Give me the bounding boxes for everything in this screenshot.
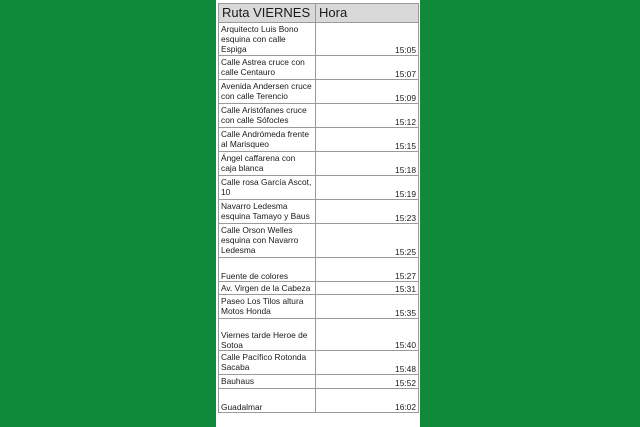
- stop-time: 15:15: [316, 128, 419, 152]
- table-row: [219, 295, 419, 319]
- stop-place: Arquitecto Luis Bono esquina con calle Espiga: [219, 23, 316, 56]
- table-row: [219, 56, 419, 80]
- stop-time: 15:23: [316, 200, 419, 224]
- stop-place: Calle Pacífico Rotonda Sacaba: [219, 351, 316, 375]
- table-row: [219, 128, 419, 152]
- stop-place: Bauhaus: [219, 375, 316, 389]
- stop-time: 15:25: [316, 224, 419, 258]
- stop-time: 15:52: [316, 375, 419, 389]
- stop-time: 16:02: [316, 389, 419, 413]
- stop-place: Calle Astrea cruce con calle Centauro: [219, 56, 316, 80]
- stop-time: 15:40: [316, 319, 419, 351]
- table-row: [219, 104, 419, 128]
- table-row: [219, 282, 419, 295]
- table-row: [219, 23, 419, 56]
- table-row: [219, 389, 419, 413]
- table-row: [219, 200, 419, 224]
- table-row: [219, 224, 419, 258]
- schedule-sheet: [216, 0, 420, 427]
- stop-time: 15:18: [316, 152, 419, 176]
- stop-place: Calle rosa García Ascot, 10: [219, 176, 316, 200]
- table-row: [219, 152, 419, 176]
- table-row: [219, 176, 419, 200]
- stop-time: 15:35: [316, 295, 419, 319]
- stop-time: 15:19: [316, 176, 419, 200]
- stop-place: Paseo Los Tilos altura Motos Honda: [219, 295, 316, 319]
- table-row: [219, 375, 419, 389]
- stop-time: 15:07: [316, 56, 419, 80]
- schedule-table: [218, 3, 419, 413]
- stop-place: Viernes tarde Heroe de Sotoa: [219, 319, 316, 351]
- stop-place: Calle Orson Welles esquina con Navarro Ledesma: [219, 224, 316, 258]
- table-row: [219, 80, 419, 104]
- stop-place: Av. Virgen de la Cabeza: [219, 282, 316, 295]
- stop-time: 15:48: [316, 351, 419, 375]
- stop-time: 15:27: [316, 258, 419, 282]
- stop-time: 15:09: [316, 80, 419, 104]
- stop-place: Navarro Ledesma esquina Tamayo y Baus: [219, 200, 316, 224]
- stop-place: Calle Aristófanes cruce con calle Sófocles: [219, 104, 316, 128]
- route-header: Ruta VIERNES: [219, 4, 316, 23]
- header-row: [219, 4, 419, 23]
- stop-time: 15:12: [316, 104, 419, 128]
- stop-place: Calle Andrómeda frente al Marisqueo: [219, 128, 316, 152]
- table-row: [219, 258, 419, 282]
- stop-time: 15:31: [316, 282, 419, 295]
- table-row: [219, 351, 419, 375]
- table-row: [219, 319, 419, 351]
- stop-place: Avenida Andersen cruce con calle Terencio: [219, 80, 316, 104]
- stop-place: Fuente de colores: [219, 258, 316, 282]
- stop-time: 15:05: [316, 23, 419, 56]
- stop-place: Ángel caffarena con caja blanca: [219, 152, 316, 176]
- time-header: Hora: [316, 4, 419, 23]
- stop-place: Guadalmar: [219, 389, 316, 413]
